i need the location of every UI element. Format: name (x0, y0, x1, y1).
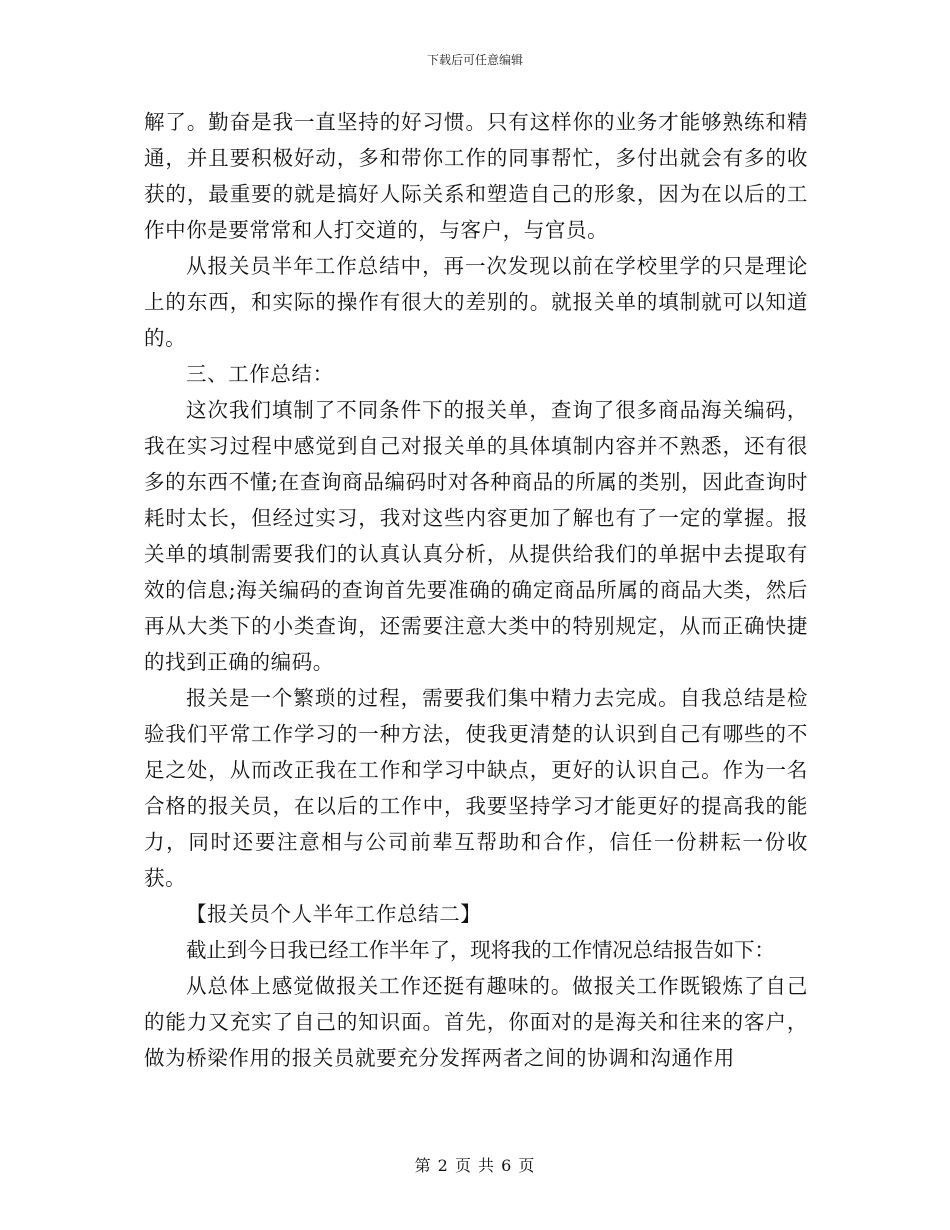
section-title-summary-two: 【报关员个人半年工作总结二】 (186, 902, 482, 926)
paragraph-overall-feeling: 从总体上感觉做报关工作还挺有趣味的。做报关工作既锻炼了自己的能力又充实了自己的知识面。首先，你面对的是海关和往来的客户，做为桥梁作用的报关员就要充分发挥两者之间的协调和沟通作用 (144, 974, 808, 1070)
paragraph-declaration-practice: 这次我们填制了不同条件下的报关单，查询了很多商品海关编码，我在实习过程中感觉到自己对报关单的具体填制内容并不熟悉，还有很多的东西不懂;在查询商品编码时对各种商品的所属的类别，因此查询时耗时太长，但经过实习，我对这些内容更加了解也有了一定的掌握。报关单的填制需要我们的认真认真分析，从提供给我们的单据中去提取有效的信息;海关编码的查询首先要准确的确定商品所属的商品大类，然后再从大类下的小类查询，还需要注意大类中的特别规定，从而正确快捷的找到正确的编码。 (144, 398, 808, 674)
paragraph-summary-reflection: 从报关员半年工作总结中，再一次发现以前在学校里学的只是理论上的东西，和实际的操作有很大的差别的。就报关单的填制就可以知道的。 (144, 254, 808, 350)
page-number: 第 2 页 共 6 页 (414, 1156, 536, 1175)
paragraph-continuation: 解了。勤奋是我一直坚持的好习惯。只有这样你的业务才能够熟练和精通，并且要积极好动，多和带你工作的同事帮忙，多付出就会有多的收获的，最重要的就是搞好人际关系和塑造自己的形象，因为在以后的工作中你是要常常和人打交道的，与客户，与官员。 (144, 110, 808, 242)
paragraph-self-assessment: 报关是一个繁琐的过程，需要我们集中精力去完成。自我总结是检验我们平常工作学习的一种方法，使我更清楚的认识到自己有哪些的不足之处，从而改正我在工作和学习中缺点，更好的认识自己。作为一名合格的报关员，在以后的工作中，我要坚持学习才能更好的提高我的能力，同时还要注意相与公司前辈互帮助和合作，信任一份耕耘一份收获。 (144, 686, 808, 890)
page-header-note: 下载后可任意编辑 (426, 53, 523, 67)
document-body (144, 104, 808, 1076)
paragraph-report-intro: 截止到今日我已经工作半年了，现将我的工作情况总结报告如下： (186, 938, 775, 962)
section-heading-work-summary: 三、工作总结： (186, 362, 334, 386)
